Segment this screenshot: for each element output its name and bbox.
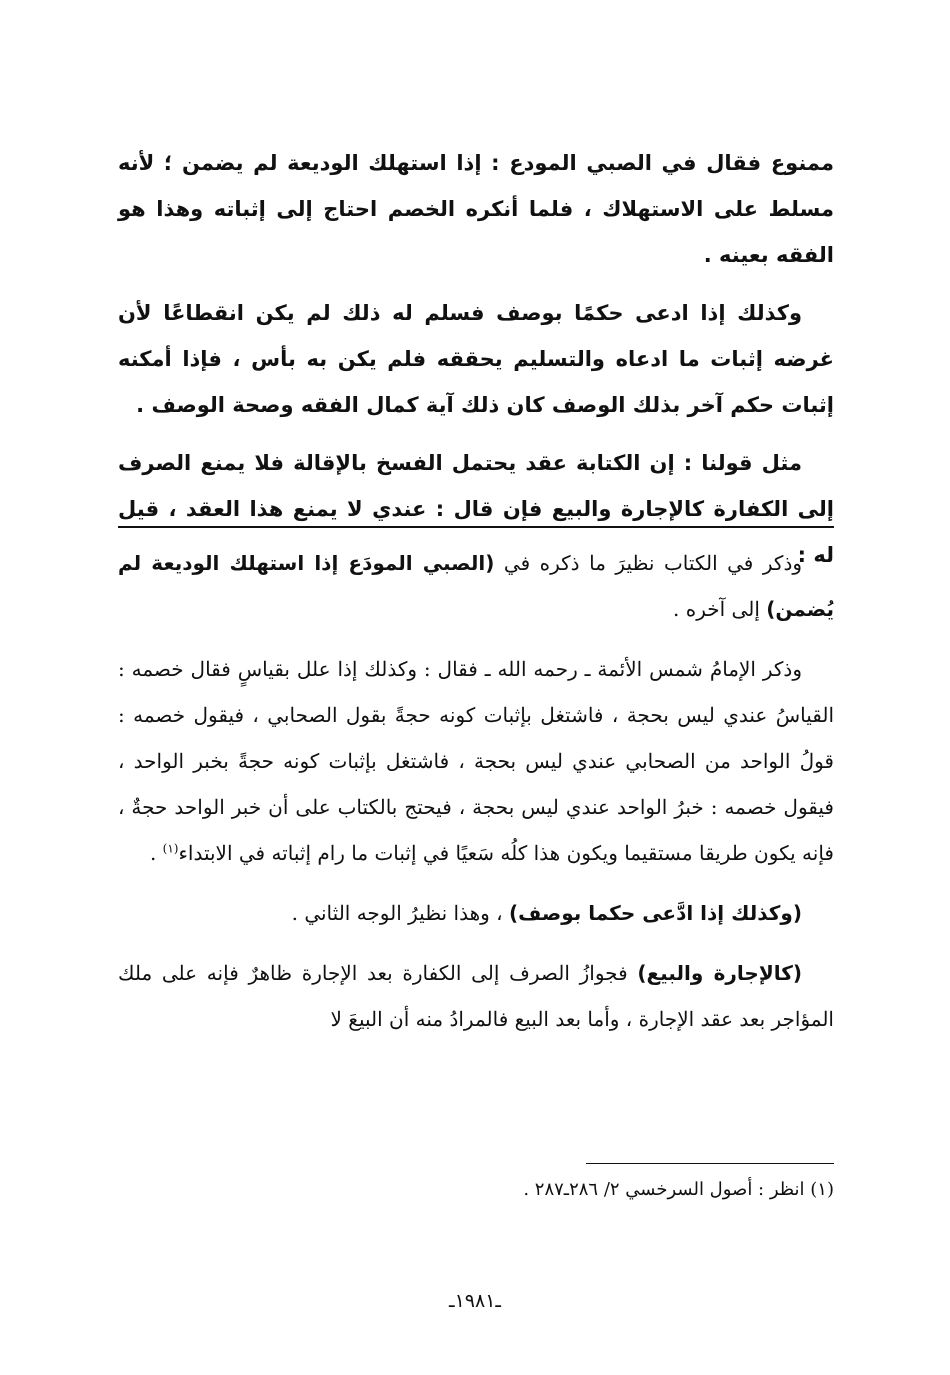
- quoted-phrase: (كالإجارة والبيع): [637, 961, 802, 985]
- footnote-reference[interactable]: (١): [162, 841, 179, 856]
- commentary-paragraph-3: [118, 890, 834, 936]
- commentary-paragraph-2: [118, 646, 834, 876]
- quoted-phrase: (وكذلك إذا ادَّعى حكما بوصف): [508, 901, 802, 925]
- quoted-phrase: (الصبي المودَع إذا استهلك الوديعة لم يُضمن): [118, 551, 834, 621]
- commentary-1-lead: وذكر في الكتاب نظيرَ ما ذكره في: [503, 551, 803, 575]
- commentary-block: [118, 540, 834, 1056]
- commentary-3-tail: ، وهذا نظيرُ الوجه الثاني .: [291, 901, 503, 925]
- commentary-paragraph-1: [118, 540, 834, 632]
- commentary-4-tail: فجوازُ الصرف إلى الكفارة بعد الإجارة ظاهرٌ فإنه على ملك المؤاجر بعد عقد الإجارة ، وأما بعد البيع فالمرادُ منه أن البيعَ لا: [118, 961, 834, 1031]
- main-text-block: [118, 140, 834, 590]
- main-paragraph-3: مثل قولنا : إن الكتابة عقد يحتمل الفسخ بالإقالة فلا يمنع الصرف إلى الكفارة كالإجارة والبيع فإن قال : عندي لا يمنع هذا العقد ، قيل له :: [118, 451, 834, 567]
- commentary-2-end: .: [149, 841, 163, 865]
- page-number: ـ١٩٨١ـ: [449, 1290, 501, 1312]
- commentary-paragraph-4: [118, 950, 834, 1042]
- footnote-separator: [586, 1163, 834, 1164]
- separator-rule: [118, 526, 834, 528]
- main-paragraph-1: ممنوع فقال في الصبي المودع : إذا استهلك الوديعة لم يضمن ؛ لأنه مسلط على الاستهلاك ، فلما أنكره الخصم احتاج إلى إثباته وهذا هو الفقه بعينه .: [118, 151, 834, 267]
- main-paragraph-2: وكذلك إذا ادعى حكمًا بوصف فسلم له ذلك لم يكن انقطاعًا لأن غرضه إثبات ما ادعاه والتسليم يحققه فلم يكن به بأس ، فإذا أمكنه إثبات حكم آخر بذلك الوصف كان ذلك آية كمال الفقه وصحة الوصف .: [118, 301, 834, 417]
- commentary-2-text: وذكر الإمامُ شمس الأئمة ـ رحمه الله ـ فقال : وكذلك إذا علل بقياسٍ فقال خصمه : القياسُ عندي ليس بحجة ، فاشتغل بإثبات كونه حجةً بقول الصحابي ، فيقول خصمه : قولُ الواحد من الصحابي عندي ليس بحجة ، فاشتغل بإثبات كونه حجةً بخبر الواحد ، فيقول خصمه : خبرُ الواحد عندي ليس بحجة ، فيحتج بالكتاب على أن خبر الواحد حجةٌ ، فإنه يكون طريقا مستقيما ويكون هذا كلُه سَعيًا في إثبات ما رام إثباته في الابتداء: [118, 657, 835, 865]
- commentary-1-tail: إلى آخره .: [673, 597, 760, 621]
- footnote: (١) انظر : أصول السرخسي ٢/ ٢٨٦ـ٢٨٧ .: [523, 1179, 834, 1200]
